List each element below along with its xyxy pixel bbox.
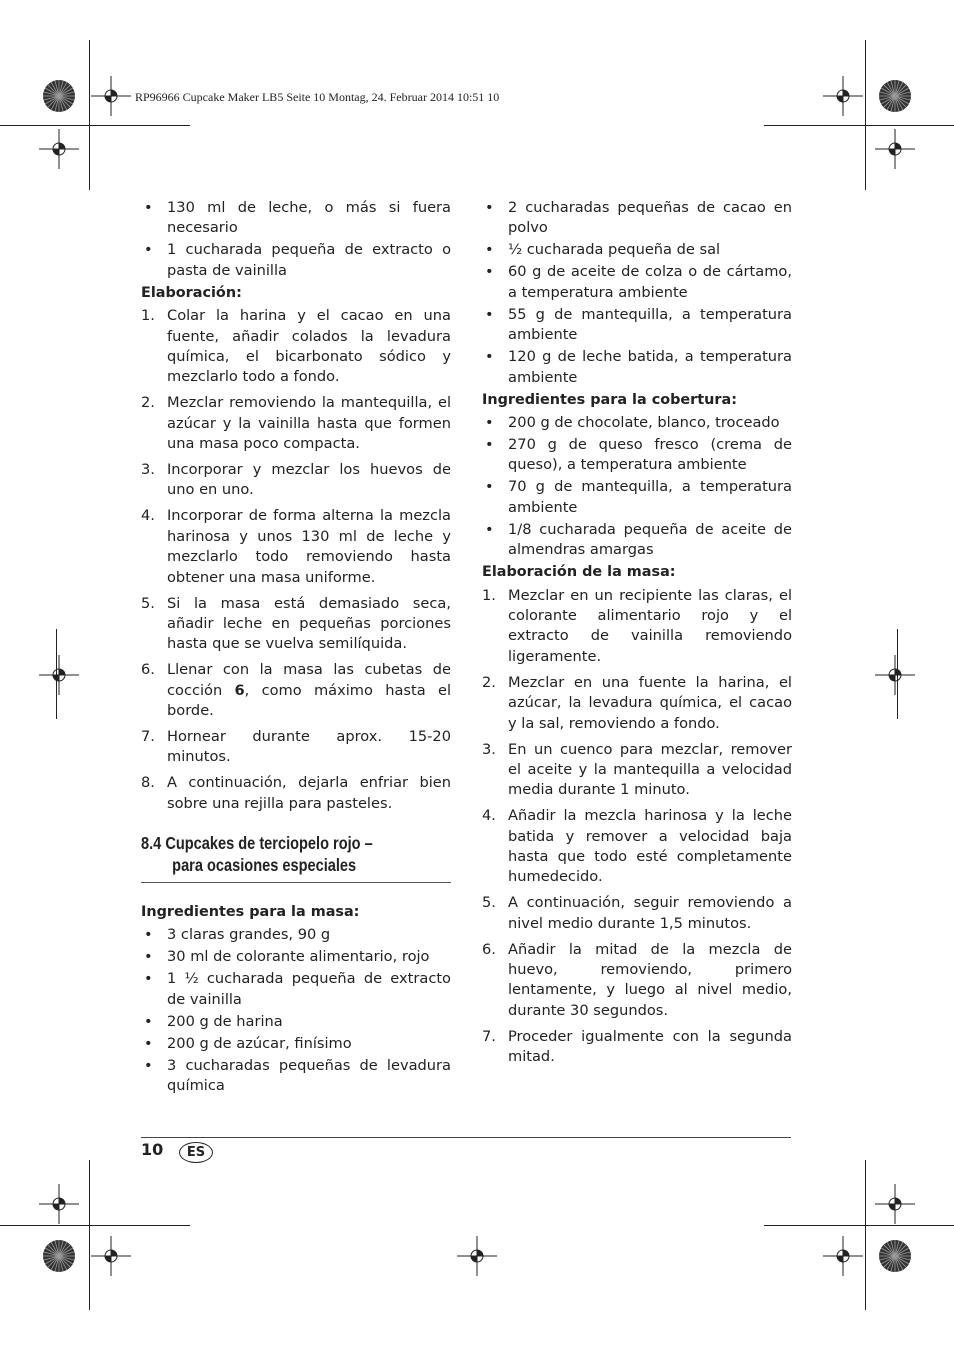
list-item: • 3 claras grandes, 90 g [144,926,331,944]
masa-heading: Ingredientes para la masa: [141,904,360,921]
list-item: • 120 g de leche batida, a temperatura ambiente [485,348,792,386]
crop-line [56,629,57,719]
registration-crosshair [823,76,863,116]
registration-crosshair [875,655,915,695]
step-item: 2. Mezclar en una fuente la harina, el azúcar, la levadura química, el cacao y la sal, removiendo a fondo. [482,673,792,732]
step-item: 2. Mezclar removiendo la mantequilla, el azúcar y la vainilla hasta que formen una masa poco compacta. [141,394,451,453]
step-item: 5. Si la masa está demasiado seca, añadir leche en pequeñas porciones hasta que se vuelva semilíquida. [141,594,451,653]
elaboracion-heading: Elaboración: [141,284,242,301]
list-item: • 1 cucharada pequeña de extracto o pasta de vainilla [144,241,451,279]
list-item: • 270 g de queso fresco (crema de queso), a temperatura ambiente [485,436,792,474]
list-item: • 200 g de azúcar, finísimo [144,1034,352,1052]
registration-starburst [42,79,76,113]
left-column [141,198,451,1098]
registration-crosshair [39,655,79,695]
crop-line [865,1160,866,1310]
registration-crosshair [91,1236,131,1276]
registration-crosshair [91,76,131,116]
registration-starburst [878,79,912,113]
step-item: 8. A continuación, dejarla enfriar bien sobre una rejilla para pasteles. [141,774,451,812]
registration-starburst [878,1239,912,1273]
list-item: • 70 g de mantequilla, a temperatura ambiente [485,478,792,516]
list-item: • 60 g de aceite de colza o de cártamo, a temperatura ambiente [485,263,792,301]
crop-line [0,125,190,126]
step-item: 6. Llenar con la masa las cubetas de cocción 6, como máximo hasta el borde. [141,661,452,720]
crop-line [897,629,898,719]
registration-crosshair [823,1236,863,1276]
step-item: 3. Incorporar y mezclar los huevos de uno en uno. [141,461,451,499]
list-item: • 200 g de chocolate, blanco, troceado [485,414,780,432]
page-number: 10 [141,1140,164,1159]
step-item: 3. En un cuenco para mezclar, remover el aceite y la mantequilla a velocidad media durante 1 minuto. [482,740,792,799]
step-item: 1. Mezclar en un recipiente las claras, el colorante alimentario rojo y el extracto de vainilla removiendo ligeramente. [482,586,792,665]
list-item: • 2 cucharadas pequeñas de cacao en polvo [485,199,792,237]
list-item: • 1 ½ cucharada pequeña de extracto de vainilla [144,970,451,1008]
step-item: 4. Incorporar de forma alterna la mezcla harinosa y unos 130 ml de leche y mezclarlo todo removiendo hasta obtener una masa uniforme. [141,507,451,586]
step-item: 6. Añadir la mitad de la mezcla de huevo, removiendo, primero lentamente, y luego al nivel medio, durante 30 segundos. [482,940,792,1019]
step-item: 1. Colar la harina y el cacao en una fuente, añadir colados la levadura química, el bicarbonato sódico y mezclarlo todo a fondo. [141,307,451,386]
step-item: 5. A continuación, seguir removiendo a nivel medio durante 1,5 minutos. [482,894,792,932]
registration-crosshair [875,129,915,169]
print-slug: RP96966 Cupcake Maker LB5 Seite 10 Montag, 24. Februar 2014 10:51 10 [135,90,500,104]
crop-line [764,1225,954,1226]
registration-crosshair [39,129,79,169]
list-item: • 130 ml de leche, o más si fuera necesario [144,199,451,237]
registration-crosshair [457,1236,497,1276]
section-title: 8.4 Cupcakes de terciopelo rojo – para ocasiones especiales [141,832,451,883]
crop-line [865,40,866,190]
list-item: • ½ cucharada pequeña de sal [485,241,721,259]
step-item: 7. Hornear durante aprox. 15-20 minutos. [141,727,451,766]
registration-crosshair [39,1184,79,1224]
list-item: • 30 ml de colorante alimentario, rojo [144,948,430,966]
step-item: 7. Proceder igualmente con la segunda mitad. [482,1027,792,1066]
cobertura-heading: Ingredientes para la cobertura: [482,391,737,408]
list-item: • 3 cucharadas pequeñas de levadura química [144,1056,451,1095]
crop-line [89,1160,90,1310]
masa-elaboracion-heading: Elaboración de la masa: [482,564,676,581]
list-item: • 1/8 cucharada pequeña de aceite de almendras amargas [485,520,792,559]
registration-starburst [42,1239,76,1273]
crop-line [89,40,90,190]
list-item: • 200 g de harina [144,1012,283,1030]
step-item: 4. Añadir la mezcla harinosa y la leche batida y remover a velocidad baja hasta que todo esté completamente humedecido. [482,807,792,886]
list-item: • 55 g de mantequilla, a temperatura ambiente [485,305,792,344]
language-badge: ES [179,1142,213,1163]
registration-crosshair [875,1184,915,1224]
right-column [482,198,792,1073]
crop-line [764,125,954,126]
footer-rule [141,1137,791,1138]
crop-line [0,1225,190,1226]
